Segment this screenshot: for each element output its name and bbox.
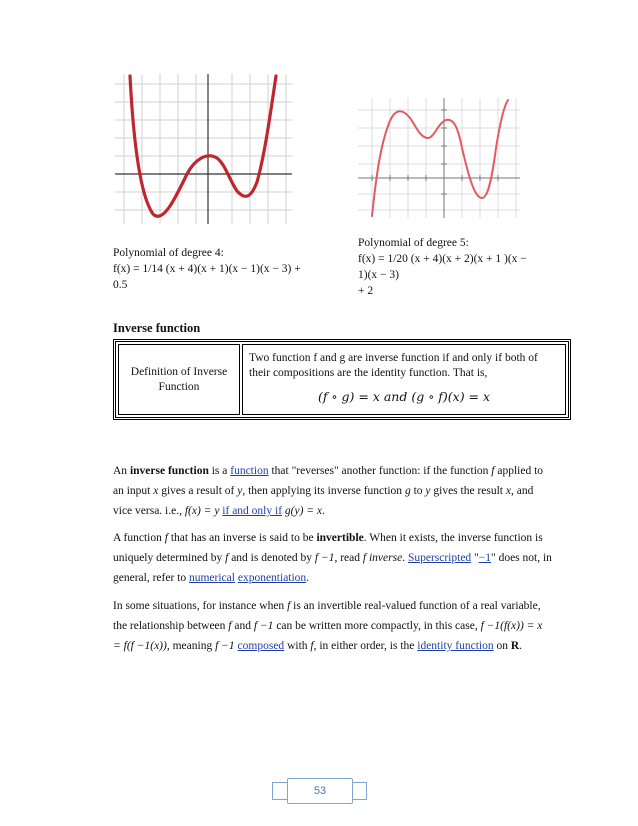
caption-formula: f(x) = 1/14 (x + 4)(x + 1)(x − 1)(x − 3) + [113, 263, 301, 275]
text: , in either order, is the [313, 640, 418, 652]
graph-grid [358, 98, 520, 218]
var-f: f [228, 620, 232, 632]
paragraph-inverse-definition [113, 461, 553, 521]
link-exponentiation[interactable]: exponentiation [237, 572, 307, 584]
definition-content [242, 344, 566, 415]
equation: f −1(f(x)) = x = f(f −1(x)) [113, 620, 543, 652]
text: . When it exists, the inverse function is uniquely determined by [113, 532, 543, 564]
text: " does not, in general, refer to [113, 552, 552, 584]
var-g: g [404, 485, 411, 497]
degree-4-caption [113, 245, 313, 293]
caption-title: Polynomial of degree 4: [113, 247, 224, 259]
var-x: x [505, 485, 511, 497]
definition-formula: (f ∘ g) = x and (g ∘ f)(x) = x [317, 389, 491, 404]
text: on [493, 640, 511, 652]
link-numerical[interactable]: numerical [188, 572, 235, 584]
text: can be written more compactly, in this case, [273, 620, 481, 632]
text: applied to an input [113, 465, 544, 497]
text: A function [113, 532, 165, 544]
link-function[interactable]: function [230, 465, 269, 477]
definition-label: Definition of Inverse Function [118, 344, 240, 415]
text: that has an inverse is said to be [167, 532, 317, 544]
section-heading-inverse-function: Inverse function [113, 321, 201, 335]
text: , then applying its inverse function [242, 485, 405, 497]
link-if-and-only-if[interactable]: if and only if [222, 505, 283, 517]
definition-text: Two function f and g are inverse function if and only if both of their compositions are the identity function. That is, [249, 352, 538, 379]
text: and is denoted by [228, 552, 315, 564]
var-f: f [287, 600, 291, 612]
var-f: f [310, 640, 314, 652]
text: , and vice versa. i.e., [113, 485, 534, 517]
text: . [519, 640, 523, 652]
definition-table [113, 339, 571, 420]
caption-formula-end: + 2 [358, 285, 374, 297]
text: , read [334, 552, 363, 564]
link-minus-one[interactable]: −1 [478, 552, 491, 564]
equation: f(x) = y [184, 505, 220, 517]
var-f: f [362, 552, 367, 564]
link-superscripted[interactable]: Superscripted [407, 552, 472, 564]
paragraph-real-valued [113, 596, 553, 656]
text: and [231, 620, 254, 632]
degree-5-caption [358, 235, 558, 299]
text: . [306, 572, 310, 584]
equation: g(y) = x [284, 505, 323, 517]
var-f-inverse: f −1 [215, 640, 235, 652]
var-f: f [225, 552, 229, 564]
var-f-inverse: f −1 [314, 552, 335, 564]
var-f-inverse: f −1 [253, 620, 274, 632]
word-inverse: inverse [368, 552, 403, 564]
var-y: y [425, 485, 431, 497]
text: An [113, 465, 130, 477]
text: . [322, 505, 325, 517]
text: " [471, 552, 479, 564]
term-inverse-function: inverse function [129, 465, 209, 477]
page-number: 53 [287, 778, 353, 804]
polynomial-degree-5-curve [372, 100, 508, 216]
term-invertible: invertible [316, 532, 364, 544]
text: that "reverses" another function: if the function [268, 465, 492, 477]
var-x: x [153, 485, 159, 497]
caption-formula: f(x) = 1/20 (x + 4)(x + 2)(x + 1 )(x − [358, 253, 527, 265]
caption-formula-continued: 1)(x − 3) [358, 269, 399, 281]
text: . [402, 552, 408, 564]
caption-formula-continued: 0.5 [113, 279, 128, 291]
symbol-real-numbers: R [510, 640, 520, 652]
var-y: y [237, 485, 243, 497]
text: gives a result of [158, 485, 238, 497]
text: gives the result [430, 485, 506, 497]
caption-title: Polynomial of degree 5: [358, 237, 469, 249]
text: to [410, 485, 426, 497]
text: with [284, 640, 311, 652]
polynomial-degree-4-graph [115, 74, 292, 224]
polynomial-degree-4-curve [130, 76, 276, 216]
text: is a [208, 465, 231, 477]
definition-row [118, 344, 566, 415]
var-f: f [491, 465, 495, 477]
axis-ticks [372, 110, 498, 194]
paragraph-invertible [113, 528, 553, 588]
text: In some situations, for instance when [113, 600, 288, 612]
link-composed[interactable]: composed [237, 640, 285, 652]
text: is an invertible real-valued function of a real variable, the relationship between [113, 600, 541, 632]
var-f: f [164, 532, 168, 544]
text: , meaning [166, 640, 216, 652]
polynomial-degree-5-graph [358, 98, 520, 218]
link-identity-function[interactable]: identity function [417, 640, 494, 652]
